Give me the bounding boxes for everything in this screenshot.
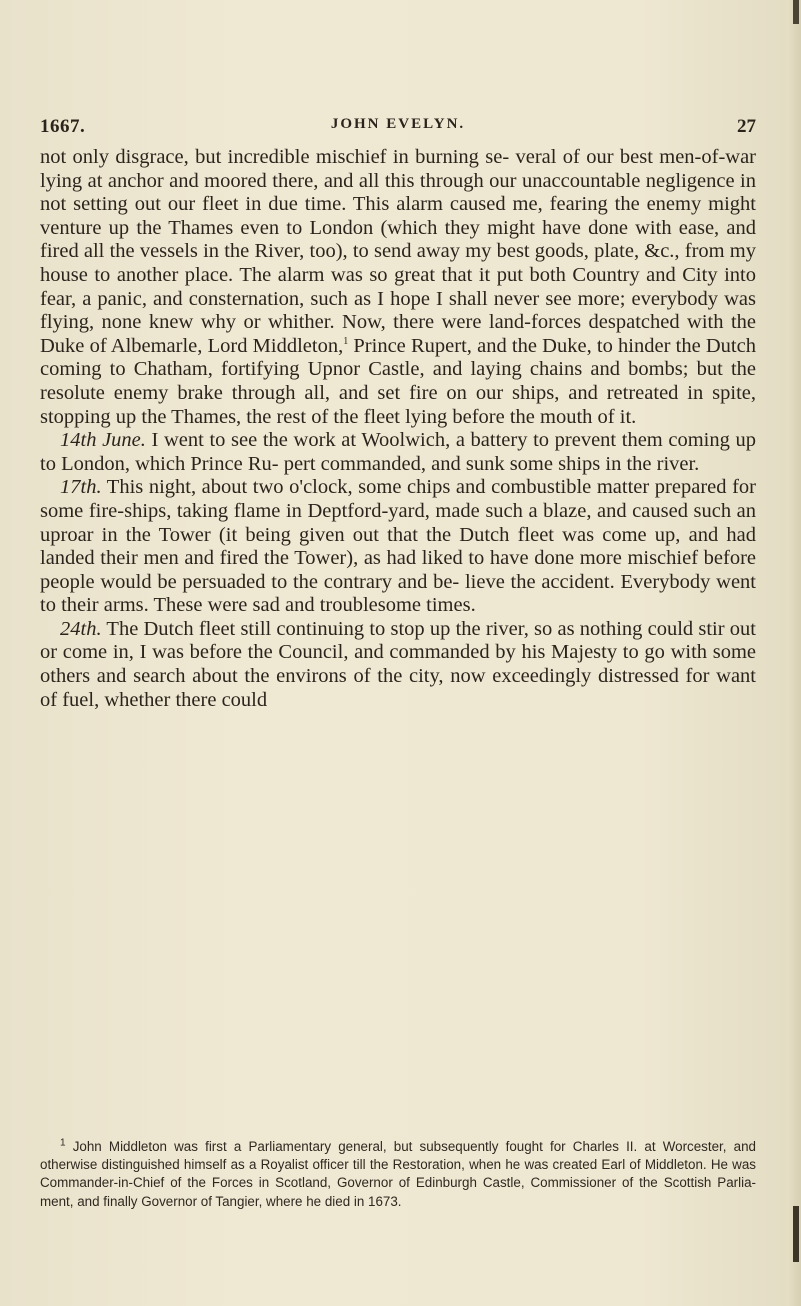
paragraph: [40, 146, 756, 429]
diary-entry: [40, 476, 756, 618]
edge-mark: [793, 1206, 799, 1262]
diary-entry: [40, 429, 756, 476]
header-title: JOHN EVELYN.: [330, 116, 466, 132]
body-text: [40, 146, 756, 712]
page-number: 27: [737, 116, 756, 137]
entry-date: 17th.: [60, 476, 102, 499]
page-edge: [787, 0, 801, 1306]
footnote-text: John Middleton was first a Parliamentary general, but subsequently fought for Charles II. at Worcester, and otherwise distinguished himself as a Royalist officer till the Restoration, when he was created Earl of Middleton. He was Commander-in-Chief of the Forces in Scotland, Governor of Edinburgh Castle, Commissioner of the Scottish Parlia- ment, and finally Governor of Tangier, where he died in 1673.: [40, 1139, 756, 1209]
entry-text: I went to see the work at Woolwich, a battery to prevent them coming up to London, which Prince Ru- pert commanded, and sunk some ships in the river.: [40, 429, 756, 475]
header-year: 1667.: [40, 116, 86, 137]
paragraph-text: Prince Rupert, and the Duke, to hinder the Dutch coming to Chatham, fortifying Upnor Castle, and laying chains and bombs; but the resolute enemy brake through all, and set fire on our ships, and retreated in spite, stopping up the Thames, the rest of the fleet lying before the mouth of it.: [40, 334, 756, 428]
footnote-reference[interactable]: 1: [343, 335, 349, 347]
footnote-marker: 1: [60, 1137, 66, 1149]
edge-mark: [793, 0, 799, 24]
running-header: [40, 116, 756, 142]
entry-text: The Dutch fleet still continuing to stop up the river, so as nothing could stir out or come in, I was before the Council, and commanded by his Majesty to go with some others and search about the environs of the city, now exceedingly distressed for want of fuel, whether there could: [40, 617, 756, 711]
entry-date: 14th June.: [60, 429, 146, 452]
entry-text: This night, about two o'clock, some chips and combustible matter prepared for some fire-ships, taking flame in Deptford-yard, made such a blaze, and caused such an uproar in the Tower (it being given out that the Dutch fleet was come up, and had landed their men and fired the Tower), as had liked to have done more mischief before people would be persuaded to the contrary and be- lieve the accident. Everybody went to their arms. These were sad and troublesome times.: [40, 476, 756, 617]
diary-entry: [40, 618, 756, 712]
entry-date: 24th.: [60, 617, 102, 640]
paragraph-text: not only disgrace, but incredible mischief in burning se- veral of our best men-of-war lying at anchor and moored there, and all this through our unaccountable negligence in not setting out our fleet in due time. This alarm caused me, fearing the enemy might venture up the Thames even to London (which they might have done with ease, and fired all the vessels in the River, too), to send away my best goods, plate, &c., from my house to another place. The alarm was so great that it put both Country and City into fear, a panic, and consternation, such as I hope I shall never see more; everybody was flying, none knew why or whither. Now, there were land-forces despatched with the Duke of Albemarle, Lord Middleton,: [40, 146, 756, 357]
footnote: [40, 1138, 756, 1211]
